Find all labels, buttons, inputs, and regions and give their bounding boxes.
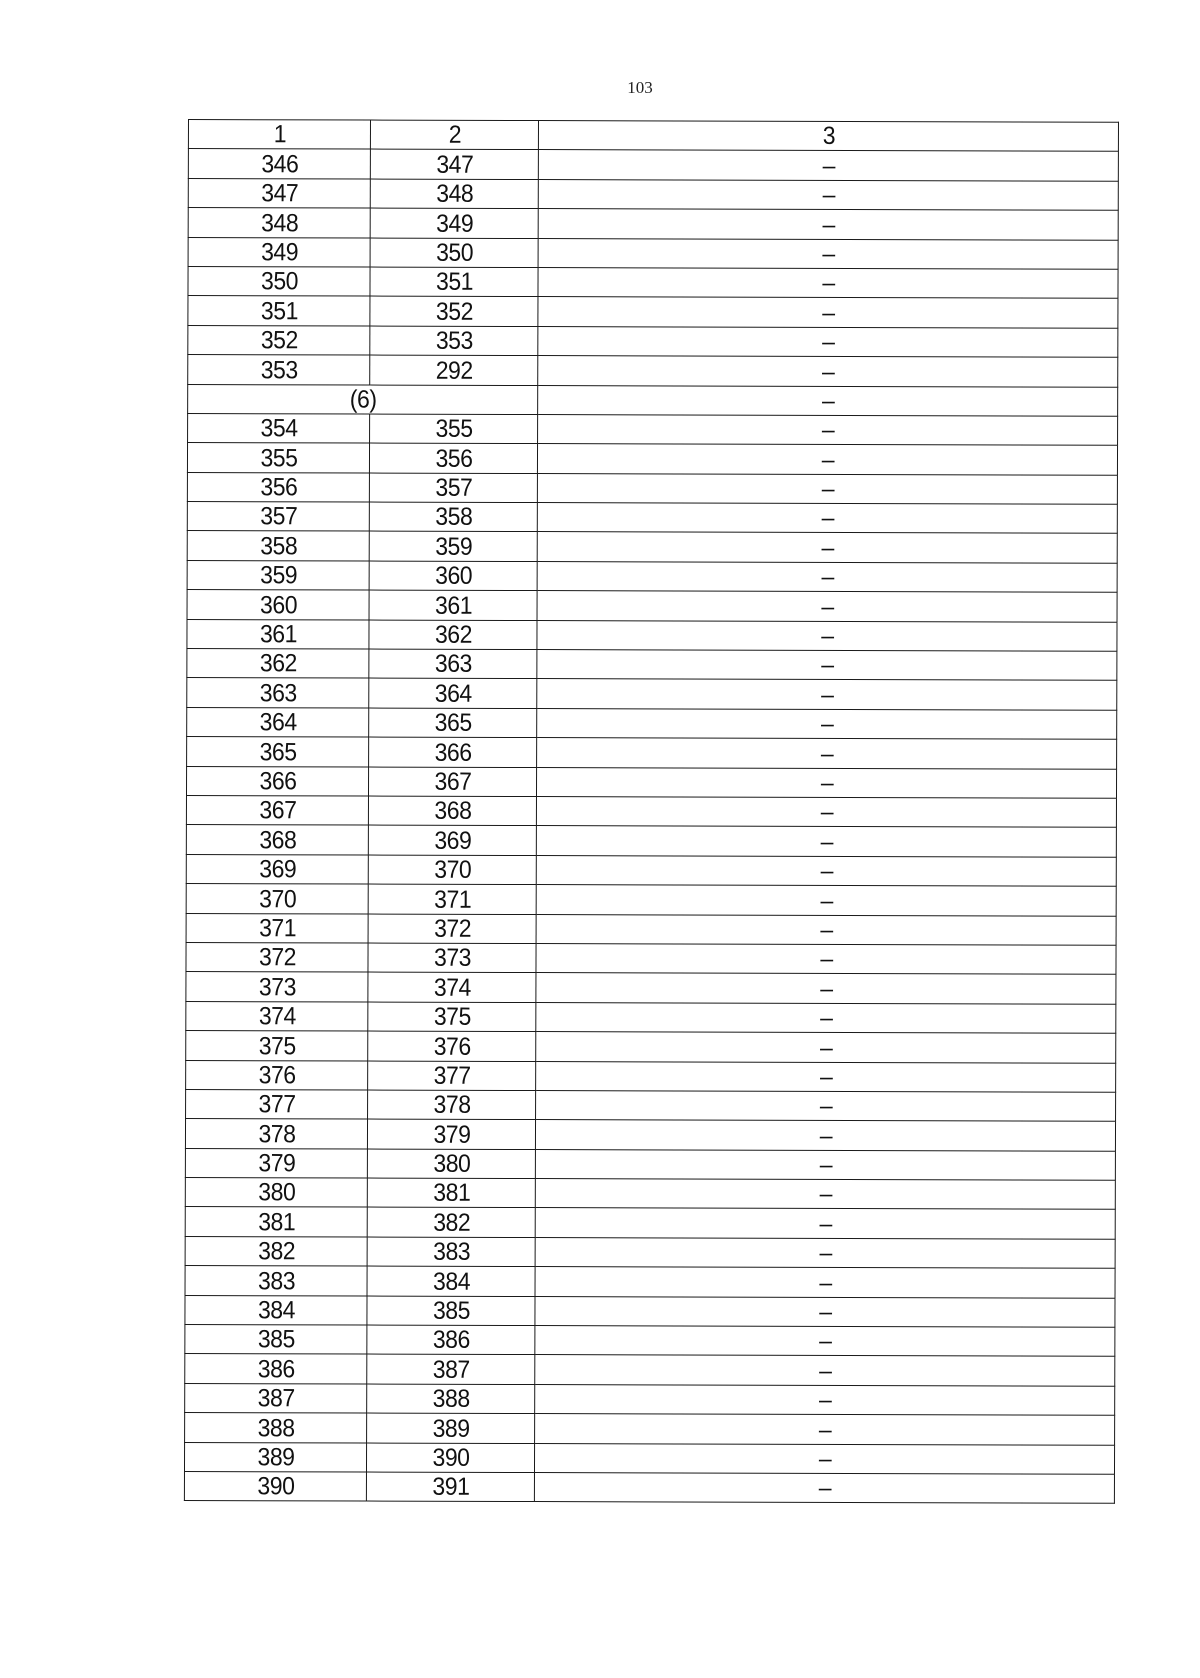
cell-col-3: – bbox=[560, 826, 1094, 857]
table-row bbox=[185, 1413, 1115, 1445]
table-row bbox=[185, 1178, 1115, 1210]
cell-col-3: – bbox=[560, 620, 1094, 651]
table-row bbox=[185, 1266, 1115, 1298]
cell-col-1: 386 bbox=[192, 1354, 360, 1384]
cell-col-1: 390 bbox=[192, 1471, 360, 1501]
cell-col-3: – bbox=[559, 855, 1093, 886]
cell-col-3: – bbox=[559, 1090, 1093, 1121]
cell-col-2: 385 bbox=[374, 1296, 529, 1326]
cell-col-2: 350 bbox=[377, 238, 532, 268]
cell-col-1: 373 bbox=[193, 972, 361, 1002]
cell-col-1: 361 bbox=[194, 619, 362, 649]
cell-col-3: – bbox=[561, 356, 1095, 387]
cell-col-2: 377 bbox=[374, 1061, 529, 1091]
cell-col-3: – bbox=[561, 444, 1095, 475]
cell-col-1: 379 bbox=[193, 1148, 361, 1178]
cell-col-1: 378 bbox=[193, 1119, 361, 1149]
cell-col-1: 384 bbox=[192, 1295, 360, 1325]
cell-col-3: – bbox=[560, 503, 1094, 534]
cell-col-2: 384 bbox=[374, 1266, 529, 1296]
cell-col-2: 389 bbox=[373, 1413, 528, 1443]
cell-col-2: 355 bbox=[376, 414, 531, 444]
cell-col-1: 387 bbox=[192, 1383, 360, 1413]
table-row bbox=[188, 178, 1118, 210]
cell-col-1: 366 bbox=[194, 766, 362, 796]
cell-col-1: 346 bbox=[196, 149, 364, 179]
cell-col-3: – bbox=[560, 650, 1094, 681]
table-row bbox=[188, 237, 1118, 269]
table-row bbox=[188, 355, 1118, 387]
cell-col-1: 353 bbox=[195, 355, 363, 385]
cell-col-2: 386 bbox=[374, 1325, 529, 1355]
cell-col-1: 374 bbox=[193, 1001, 361, 1031]
table-header bbox=[188, 120, 1118, 152]
cell-col-2: 361 bbox=[376, 590, 531, 620]
cell-col-1: 351 bbox=[195, 296, 363, 326]
cell-col-1: 368 bbox=[194, 825, 362, 855]
table-row bbox=[186, 795, 1116, 827]
table-row bbox=[186, 913, 1116, 945]
cell-col-2: 391 bbox=[373, 1472, 528, 1502]
cell-col-3: – bbox=[560, 679, 1094, 710]
cell-col-2: 376 bbox=[374, 1031, 529, 1061]
cell-col-3: – bbox=[558, 1355, 1092, 1386]
cell-col-1: 380 bbox=[193, 1178, 361, 1208]
table-row bbox=[185, 1236, 1115, 1268]
table-row bbox=[186, 942, 1116, 974]
table-row bbox=[185, 1207, 1115, 1239]
table-row bbox=[186, 1089, 1116, 1121]
cell-col-3: – bbox=[558, 1296, 1092, 1327]
cell-col-2: 351 bbox=[377, 267, 532, 297]
table-body bbox=[184, 149, 1118, 1504]
cell-col-3: – bbox=[559, 1149, 1093, 1180]
cell-col-3: – bbox=[559, 885, 1093, 916]
cell-col-1: 357 bbox=[195, 502, 363, 532]
table-row bbox=[188, 266, 1118, 298]
cell-col-1: 358 bbox=[194, 531, 362, 561]
table-row bbox=[187, 472, 1117, 504]
table-row bbox=[187, 619, 1117, 651]
cell-col-2: 387 bbox=[373, 1354, 528, 1384]
cell-col-1: 355 bbox=[195, 443, 363, 473]
table-row bbox=[185, 1354, 1115, 1386]
note-cell: (6) bbox=[202, 384, 524, 414]
cell-col-3: – bbox=[560, 767, 1094, 798]
cell-col-1: 360 bbox=[194, 590, 362, 620]
cell-col-2: 359 bbox=[376, 532, 531, 562]
cell-col-3: – bbox=[558, 1384, 1092, 1415]
cell-col-2: 372 bbox=[375, 914, 530, 944]
table-row bbox=[188, 208, 1118, 240]
cell-col-3: – bbox=[561, 238, 1095, 269]
cell-col-2: 363 bbox=[376, 649, 531, 679]
cell-col-3: – bbox=[560, 738, 1094, 769]
cell-col-3: – bbox=[559, 1120, 1093, 1151]
cell-col-3: – bbox=[561, 297, 1095, 328]
cell-col-2: 362 bbox=[376, 620, 531, 650]
cell-col-2: 369 bbox=[375, 825, 530, 855]
cell-col-3: – bbox=[560, 797, 1094, 828]
cell-col-3: – bbox=[562, 150, 1096, 181]
table-row bbox=[186, 1001, 1116, 1033]
cell-col-3: – bbox=[558, 1208, 1092, 1239]
cell-col-2: 348 bbox=[377, 179, 532, 209]
cell-col-1: 354 bbox=[195, 413, 363, 443]
cell-col-2: 388 bbox=[373, 1384, 528, 1414]
table-row bbox=[185, 1295, 1115, 1327]
cell-col-3: – bbox=[561, 179, 1095, 210]
cell-col-1: 349 bbox=[195, 237, 363, 267]
table-row bbox=[186, 1060, 1116, 1092]
cell-col-3: – bbox=[561, 326, 1095, 357]
cell-col-3: – bbox=[559, 1002, 1093, 1033]
table-row bbox=[187, 737, 1117, 769]
cell-col-3: – bbox=[559, 973, 1093, 1004]
cell-col-1: 376 bbox=[193, 1060, 361, 1090]
table-row bbox=[187, 590, 1117, 622]
cell-col-2: 360 bbox=[376, 561, 531, 591]
cell-col-2: 292 bbox=[376, 355, 531, 385]
cell-col-1: 347 bbox=[196, 178, 364, 208]
cell-col-2: 379 bbox=[374, 1119, 529, 1149]
cell-col-1: 388 bbox=[192, 1413, 360, 1443]
cell-col-2: 357 bbox=[376, 473, 531, 503]
cell-col-1: 385 bbox=[192, 1325, 360, 1355]
cell-col-3: – bbox=[559, 1032, 1093, 1063]
cell-col-2: 375 bbox=[375, 1002, 530, 1032]
table-row bbox=[187, 707, 1117, 739]
cell-col-1: 352 bbox=[195, 325, 363, 355]
table-row bbox=[187, 678, 1117, 710]
cell-col-3: – bbox=[560, 532, 1094, 563]
table-note-row bbox=[188, 384, 1118, 416]
cell-col-3: – bbox=[561, 385, 1095, 416]
table-row bbox=[184, 1442, 1114, 1474]
table-row bbox=[186, 972, 1116, 1004]
cell-col-2: 347 bbox=[377, 149, 532, 179]
cell-col-1: 389 bbox=[192, 1442, 360, 1472]
cell-col-1: 365 bbox=[194, 737, 362, 767]
table-row bbox=[184, 1471, 1114, 1503]
table-row bbox=[186, 884, 1116, 916]
cell-col-2: 349 bbox=[377, 208, 532, 238]
cell-col-1: 348 bbox=[195, 208, 363, 238]
cell-col-2: 378 bbox=[374, 1090, 529, 1120]
table-row bbox=[188, 296, 1118, 328]
cell-col-3: – bbox=[559, 914, 1093, 945]
table-row bbox=[186, 825, 1116, 857]
cell-col-1: 369 bbox=[194, 854, 362, 884]
cell-col-1: 383 bbox=[192, 1266, 360, 1296]
header-row bbox=[188, 120, 1118, 152]
table-row bbox=[186, 854, 1116, 886]
cell-col-2: 366 bbox=[375, 737, 530, 767]
cell-col-1: 364 bbox=[194, 707, 362, 737]
cell-col-3: – bbox=[561, 268, 1095, 299]
cell-col-3: – bbox=[559, 1061, 1093, 1092]
cell-col-1: 372 bbox=[193, 942, 361, 972]
table-row bbox=[188, 149, 1118, 181]
cell-col-2: 374 bbox=[375, 972, 530, 1002]
cell-col-2: 390 bbox=[373, 1443, 528, 1473]
cell-col-2: 352 bbox=[377, 296, 532, 326]
table-row bbox=[185, 1148, 1115, 1180]
table-row bbox=[187, 531, 1117, 563]
header-col-2: 2 bbox=[377, 120, 532, 150]
cell-col-3: – bbox=[559, 944, 1093, 975]
cell-col-2: 368 bbox=[375, 796, 530, 826]
cell-col-2: 364 bbox=[375, 678, 530, 708]
cell-col-1: 377 bbox=[193, 1089, 361, 1119]
table-row bbox=[186, 766, 1116, 798]
cell-col-1: 382 bbox=[192, 1236, 360, 1266]
cell-col-3: – bbox=[560, 561, 1094, 592]
page-number: 103 bbox=[627, 78, 653, 97]
cell-col-1: 363 bbox=[194, 678, 362, 708]
cell-col-2: 353 bbox=[377, 326, 532, 356]
cell-col-3: – bbox=[558, 1267, 1092, 1298]
cell-col-3: – bbox=[560, 591, 1094, 622]
cell-col-2: 370 bbox=[375, 855, 530, 885]
cell-col-2: 373 bbox=[375, 943, 530, 973]
cell-col-3: – bbox=[558, 1237, 1092, 1268]
cell-col-1: 371 bbox=[193, 913, 361, 943]
cell-col-3: – bbox=[558, 1326, 1092, 1357]
cell-col-2: 371 bbox=[375, 884, 530, 914]
cell-col-1: 359 bbox=[194, 560, 362, 590]
table-row bbox=[187, 649, 1117, 681]
table-row bbox=[185, 1383, 1115, 1415]
data-table bbox=[184, 119, 1119, 1504]
cell-col-2: 356 bbox=[376, 443, 531, 473]
cell-col-2: 367 bbox=[375, 767, 530, 797]
header-col-1: 1 bbox=[196, 120, 364, 150]
table-row bbox=[185, 1119, 1115, 1151]
cell-col-1: 367 bbox=[194, 796, 362, 826]
cell-col-3: – bbox=[558, 1414, 1092, 1445]
cell-col-1: 375 bbox=[193, 1031, 361, 1061]
cell-col-3: – bbox=[561, 415, 1095, 446]
cell-col-3: – bbox=[558, 1443, 1092, 1474]
cell-col-2: 358 bbox=[376, 502, 531, 532]
header-col-3: 3 bbox=[562, 121, 1096, 152]
cell-col-2: 365 bbox=[375, 708, 530, 738]
table-row bbox=[187, 443, 1117, 475]
cell-col-2: 380 bbox=[374, 1149, 529, 1179]
cell-col-3: – bbox=[558, 1179, 1092, 1210]
cell-col-3: – bbox=[558, 1473, 1092, 1504]
table-row bbox=[187, 502, 1117, 534]
cell-col-2: 382 bbox=[374, 1208, 529, 1238]
cell-col-1: 350 bbox=[195, 266, 363, 296]
cell-col-3: – bbox=[561, 209, 1095, 240]
table-row bbox=[185, 1325, 1115, 1357]
table-row bbox=[188, 413, 1118, 445]
table-row bbox=[188, 325, 1118, 357]
cell-col-1: 370 bbox=[193, 884, 361, 914]
cell-col-1: 381 bbox=[192, 1207, 360, 1237]
table-row bbox=[186, 1031, 1116, 1063]
cell-col-1: 356 bbox=[195, 472, 363, 502]
cell-col-2: 383 bbox=[374, 1237, 529, 1267]
cell-col-2: 381 bbox=[374, 1178, 529, 1208]
table-row bbox=[187, 560, 1117, 592]
cell-col-3: – bbox=[560, 708, 1094, 739]
cell-col-3: – bbox=[561, 473, 1095, 504]
cell-col-1: 362 bbox=[194, 649, 362, 679]
